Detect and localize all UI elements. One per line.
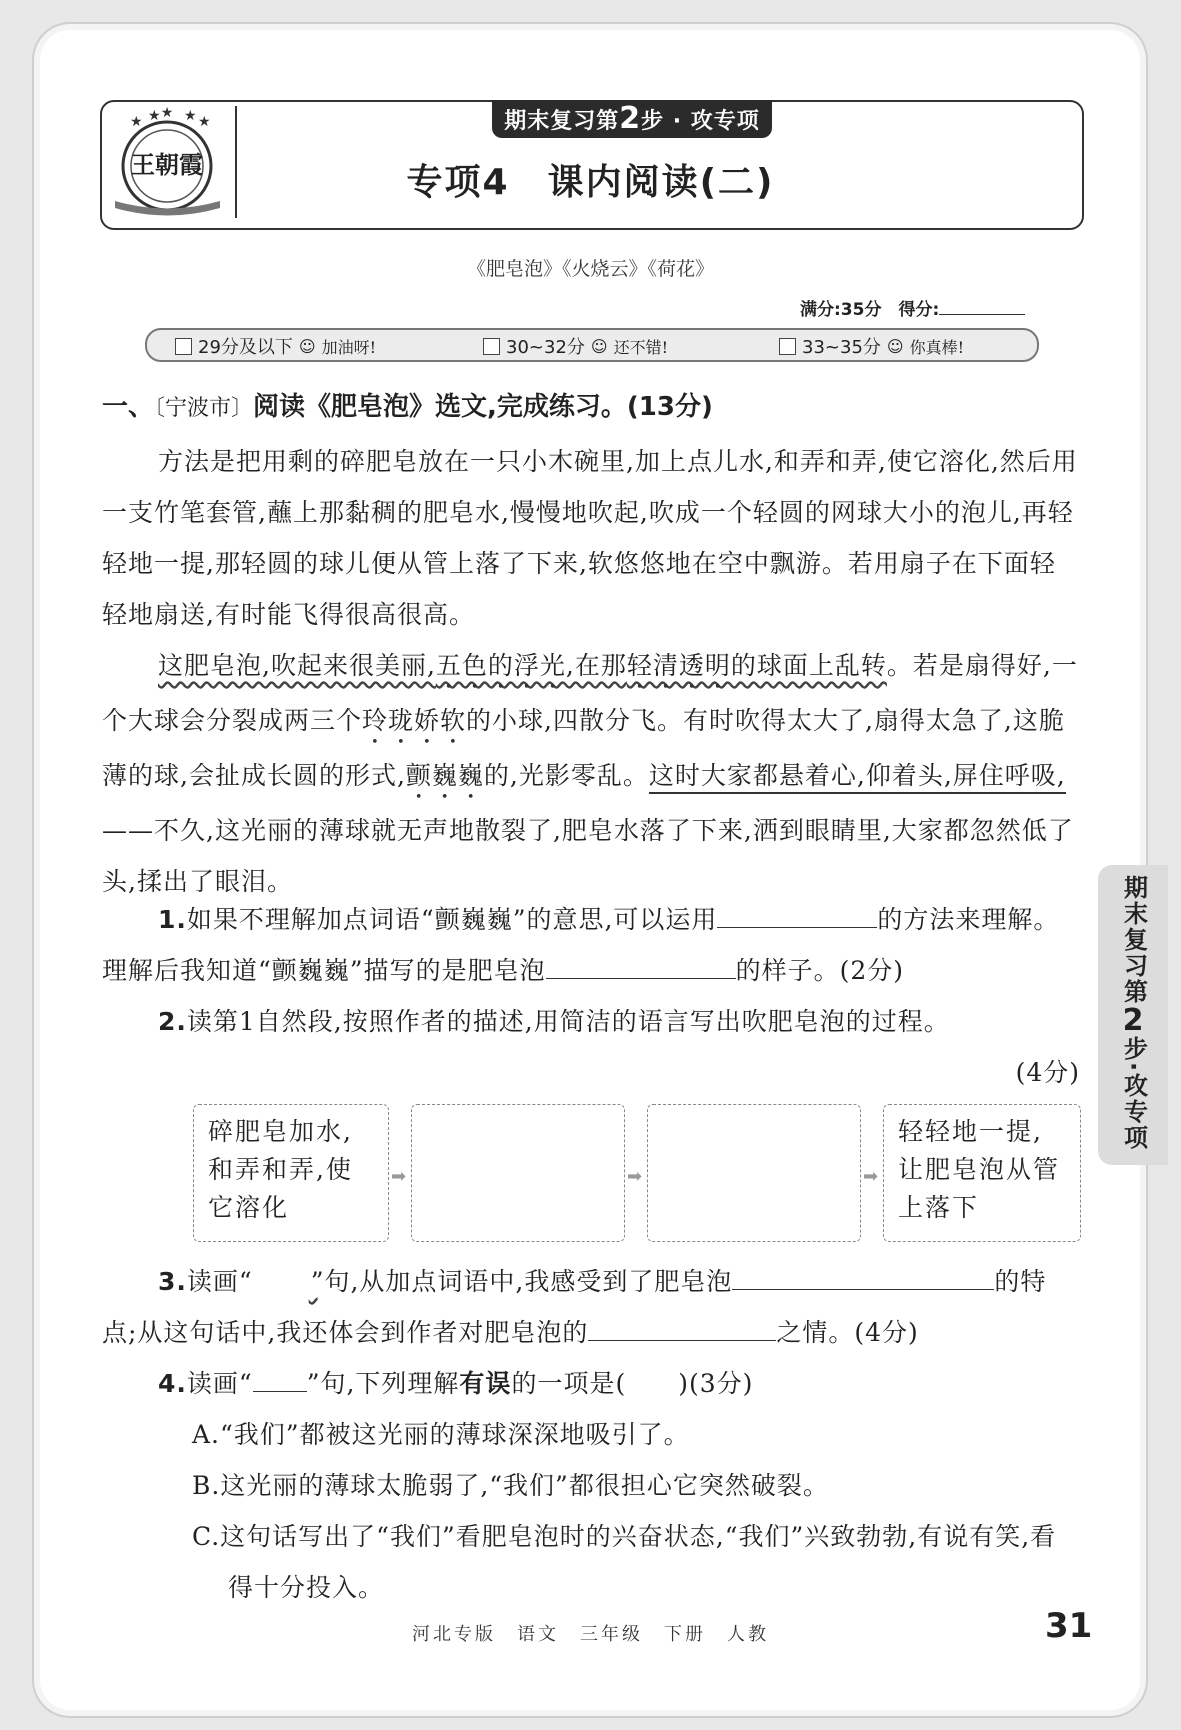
passage-text: ——不久,这光丽的薄球就无声地散裂了,肥皂水落了下来,洒到眼睛里,大家都忽然低了头,揉出了眼泪。 — [102, 816, 1074, 896]
step-prefix: 期末复习第 — [504, 109, 620, 134]
question-text: 的样子。(2分) — [735, 956, 904, 985]
smile-icon: ☺ — [298, 336, 316, 356]
rating-comment: 你真棒! — [909, 337, 965, 357]
flow-box-1: 碎肥皂加水,和弄和弄,使它溶化 — [193, 1104, 389, 1242]
score-line — [800, 295, 1025, 320]
rating-range: 29分及以下 — [198, 337, 293, 358]
question-number: 2. — [158, 1007, 187, 1036]
svg-text:★: ★ — [160, 106, 174, 121]
step-tab — [492, 100, 772, 138]
arrow-right-icon: ➡ — [391, 1166, 407, 1187]
answer-blank[interactable] — [717, 897, 877, 928]
question-text: 读画“ — [186, 1267, 253, 1296]
score-blank[interactable] — [939, 314, 1025, 315]
arrow-right-icon: ➡ — [627, 1166, 643, 1187]
option-c[interactable] — [192, 1511, 1080, 1613]
option-b[interactable]: B.这光丽的薄球太脆弱了,“我们”都很担心它突然破裂。 — [192, 1471, 829, 1500]
question-text: ”句,下列理解 — [306, 1369, 460, 1398]
svg-text:★: ★ — [198, 114, 211, 130]
rating-bar — [145, 328, 1039, 362]
step-number: 2 — [619, 101, 642, 136]
question-4 — [102, 1358, 1080, 1409]
dotted-word: 轻清透明 — [626, 651, 731, 680]
rating-range: 33~35分 — [802, 337, 881, 358]
straight-line-marker — [253, 1365, 307, 1392]
option-c-text: C.这句话写出了“我们”看肥皂泡时的兴奋状态,“我们”兴致勃勃,有说有笑,看得十分投入。 — [192, 1522, 1057, 1602]
rating-checkbox[interactable] — [175, 338, 192, 355]
question-text: 之情。(4分) — [776, 1318, 919, 1347]
dotted-word: 玲珑娇软 — [362, 706, 467, 735]
answer-blank[interactable] — [546, 948, 736, 979]
wavy-underlined-text: 的球面上乱转 — [730, 651, 887, 680]
question-text: 如果不理解加点词语“颤巍巍”的意思,可以运用 — [186, 905, 718, 934]
side-tab-number: 2 — [1122, 1003, 1144, 1038]
svg-text:★: ★ — [148, 108, 161, 124]
rating-2 — [483, 333, 668, 359]
region-tag: 〔宁波市〕 — [154, 396, 254, 421]
footer-info: 河北专版 语文 三年级 下册 人教 — [412, 1624, 769, 1645]
question-text: 的特点;从这句话中,我还体会到作者对肥皂泡的 — [102, 1267, 1047, 1347]
svg-text:★: ★ — [184, 108, 197, 124]
question-number: 4. — [158, 1369, 187, 1398]
question-text: ”句,从加点词语中,我感受到了肥皂泡 — [310, 1267, 733, 1296]
question-text: 读画“ — [186, 1369, 253, 1398]
passage-text: 。若是扇得好,一个大球会分裂成两三个 — [102, 651, 1078, 735]
smile-icon: ☺ — [886, 336, 904, 356]
source-texts: 《肥皂泡》《火烧云》《荷花》 — [466, 258, 714, 280]
page-title: 专项4 课内阅读(二) — [406, 162, 775, 203]
step-suffix: 步 · 攻专项 — [641, 109, 760, 134]
question-number: 3. — [158, 1267, 187, 1296]
svg-text:★: ★ — [130, 114, 143, 130]
rating-checkbox[interactable] — [779, 338, 796, 355]
answer-blank[interactable] — [588, 1310, 776, 1341]
dotted-word: 五色的浮光 — [435, 651, 566, 680]
side-tab-prefix: 期末复习第 — [1119, 875, 1148, 1005]
rating-comment: 加油呀! — [321, 337, 377, 357]
wavy-underlined-text: 这肥皂泡,吹起来很美丽, — [158, 651, 436, 680]
full-score: 满分:35分 — [800, 300, 882, 320]
side-tab — [1098, 865, 1168, 1165]
side-tab-suffix: 步·攻专项 — [1119, 1036, 1148, 1152]
got-score-label: 得分: — [898, 300, 940, 320]
flow-box-3-blank[interactable] — [647, 1104, 861, 1242]
section-title: 阅读《肥皂泡》选文,完成练习。(13分) — [253, 392, 713, 422]
emphasis-text: 有误 — [459, 1369, 512, 1398]
passage-paragraph-2 — [102, 640, 1080, 907]
question-2-score: (4分) — [1015, 1058, 1080, 1087]
smile-icon: ☺ — [590, 336, 608, 356]
passage-text: 的小球,四散分飞。有时吹得太大了,扇得太急了,这脆薄的球,会扯成长圆的形式, — [102, 706, 1065, 790]
page-number: 31 — [1045, 1606, 1093, 1646]
question-3 — [102, 1256, 1080, 1358]
svg-text:王朝霞: 王朝霞 — [131, 150, 203, 179]
arrow-right-icon: ➡ — [863, 1166, 879, 1187]
option-a[interactable]: A.“我们”都被这光丽的薄球深深地吸引了。 — [192, 1420, 690, 1449]
passage-paragraph-1: 方法是把用剩的碎肥皂放在一只小木碗里,加上点儿水,和弄和弄,使它溶化,然后用一支竹笔套管,蘸上那黏稠的肥皂水,慢慢地吹起,吹成一个轻圆的网球大小的泡儿,再轻轻地一提,那轻圆的球儿便从管上落了下来,软悠悠地在空中飘游。若用扇子在下面轻轻地扇送,有时能飞得很高很高。 — [102, 447, 1078, 629]
wavy-line-marker — [253, 1256, 311, 1307]
section-prefix: 一、 — [102, 392, 155, 422]
rating-3 — [779, 333, 964, 359]
flow-box-2-blank[interactable] — [411, 1104, 625, 1242]
section-heading — [102, 386, 713, 423]
rating-checkbox[interactable] — [483, 338, 500, 355]
wavy-underlined-text: ,在那 — [565, 651, 627, 680]
dotted-word: 颤巍巍 — [405, 761, 484, 790]
rating-range: 30~32分 — [506, 337, 585, 358]
flow-box-4: 轻轻地一提,让肥皂泡从管上落下 — [883, 1104, 1081, 1242]
answer-blank[interactable] — [732, 1259, 994, 1290]
question-text: 的方法来理解。理解后我知道“颤巍巍”描写的是肥皂泡 — [102, 905, 1060, 985]
passage-text: 的,光影零乱。 — [483, 761, 649, 790]
question-1 — [102, 894, 1062, 996]
rating-comment: 还不错! — [613, 337, 669, 357]
line-underlined-text: 这时大家都悬着心,仰着头,屏住呼吸, — [649, 761, 1066, 794]
question-text: 的一项是( )(3分) — [511, 1369, 754, 1398]
question-2 — [102, 996, 1062, 1047]
question-text: 读第1自然段,按照作者的描述,用简洁的语言写出吹肥皂泡的过程。 — [186, 1007, 950, 1036]
rating-1 — [175, 333, 376, 359]
question-number: 1. — [158, 905, 187, 934]
